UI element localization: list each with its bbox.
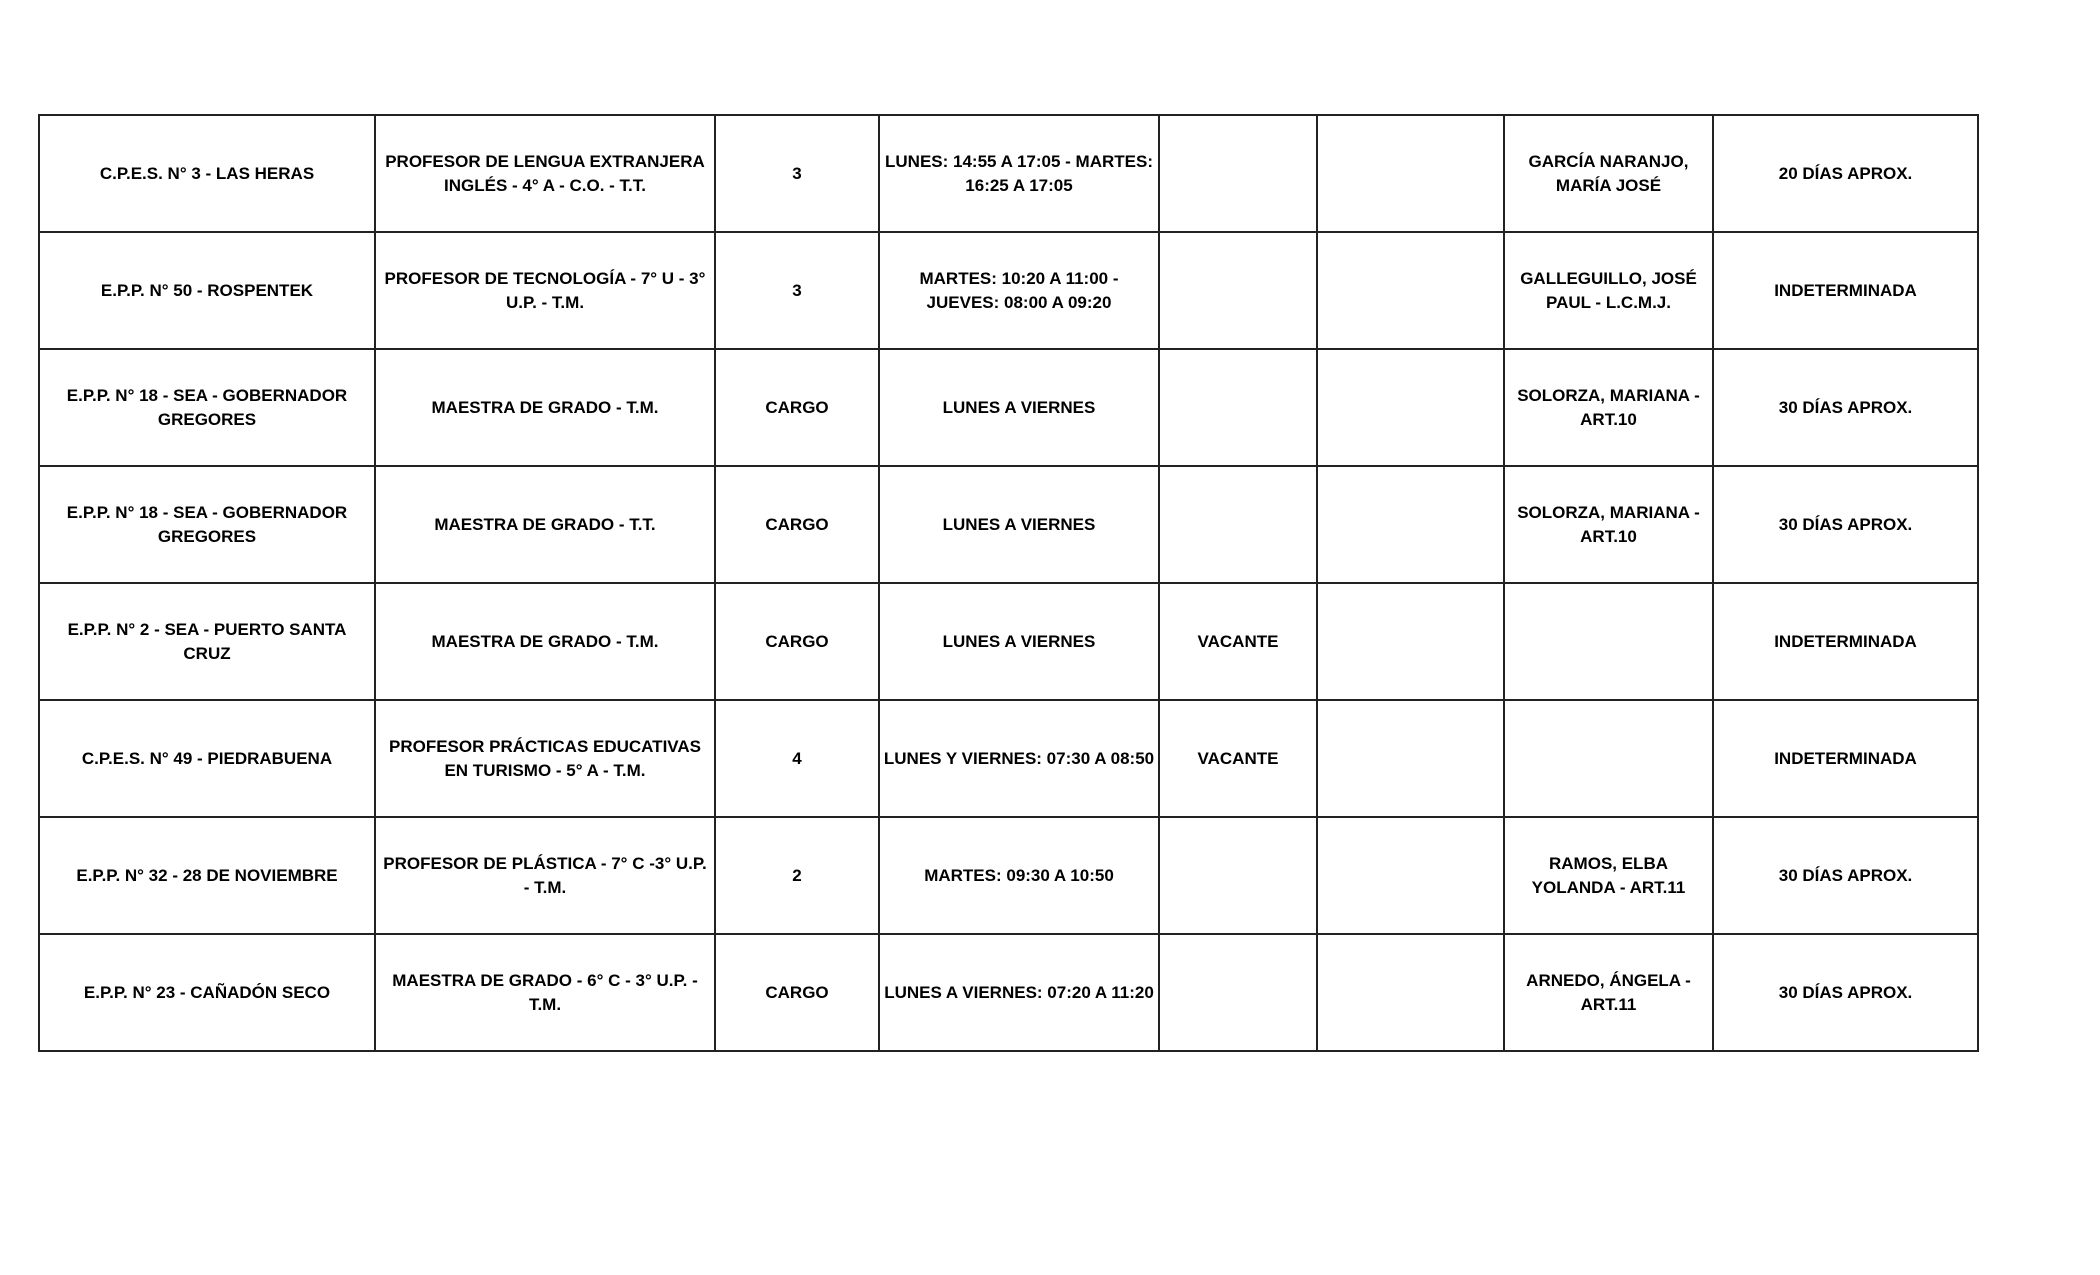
cell-school: C.P.E.S. N° 3 - LAS HERAS bbox=[39, 115, 375, 232]
table-body bbox=[39, 115, 1978, 1051]
cell-position: PROFESOR DE TECNOLOGÍA - 7° U - 3° U.P. - T.M. bbox=[375, 232, 715, 349]
cell-duration: 30 DÍAS APROX. bbox=[1713, 817, 1978, 934]
cell-extra bbox=[1317, 466, 1504, 583]
cell-position: PROFESOR DE LENGUA EXTRANJERA INGLÉS - 4° A - C.O. - T.T. bbox=[375, 115, 715, 232]
cell-status bbox=[1159, 349, 1317, 466]
cell-hours: 3 bbox=[715, 232, 879, 349]
cell-duration: INDETERMINADA bbox=[1713, 232, 1978, 349]
cell-status bbox=[1159, 466, 1317, 583]
cell-holder bbox=[1504, 700, 1713, 817]
cell-holder bbox=[1504, 583, 1713, 700]
table-row bbox=[39, 115, 1978, 232]
cell-position: PROFESOR PRÁCTICAS EDUCATIVAS EN TURISMO - 5° A - T.M. bbox=[375, 700, 715, 817]
cell-duration: 30 DÍAS APROX. bbox=[1713, 466, 1978, 583]
table-row bbox=[39, 232, 1978, 349]
cell-schedule: LUNES A VIERNES bbox=[879, 466, 1159, 583]
cell-status bbox=[1159, 934, 1317, 1051]
cell-hours: 4 bbox=[715, 700, 879, 817]
cell-extra bbox=[1317, 934, 1504, 1051]
cell-school: E.P.P. N° 18 - SEA - GOBERNADOR GREGORES bbox=[39, 466, 375, 583]
cell-school: E.P.P. N° 18 - SEA - GOBERNADOR GREGORES bbox=[39, 349, 375, 466]
cell-hours: 2 bbox=[715, 817, 879, 934]
cell-school: C.P.E.S. N° 49 - PIEDRABUENA bbox=[39, 700, 375, 817]
cell-position: MAESTRA DE GRADO - T.M. bbox=[375, 349, 715, 466]
cell-holder: SOLORZA, MARIANA - ART.10 bbox=[1504, 466, 1713, 583]
cell-position: MAESTRA DE GRADO - T.M. bbox=[375, 583, 715, 700]
cell-extra bbox=[1317, 700, 1504, 817]
cell-hours: 3 bbox=[715, 115, 879, 232]
cell-holder: RAMOS, ELBA YOLANDA - ART.11 bbox=[1504, 817, 1713, 934]
cell-schedule: LUNES A VIERNES: 07:20 A 11:20 bbox=[879, 934, 1159, 1051]
cell-duration: INDETERMINADA bbox=[1713, 583, 1978, 700]
cell-school: E.P.P. N° 32 - 28 DE NOVIEMBRE bbox=[39, 817, 375, 934]
cell-extra bbox=[1317, 817, 1504, 934]
table-row bbox=[39, 349, 1978, 466]
cell-schedule: LUNES: 14:55 A 17:05 - MARTES: 16:25 A 17:05 bbox=[879, 115, 1159, 232]
cell-status: VACANTE bbox=[1159, 700, 1317, 817]
cell-school: E.P.P. N° 2 - SEA - PUERTO SANTA CRUZ bbox=[39, 583, 375, 700]
table-row bbox=[39, 934, 1978, 1051]
cell-duration: 20 DÍAS APROX. bbox=[1713, 115, 1978, 232]
cell-schedule: LUNES Y VIERNES: 07:30 A 08:50 bbox=[879, 700, 1159, 817]
cell-schedule: LUNES A VIERNES bbox=[879, 349, 1159, 466]
table-row bbox=[39, 466, 1978, 583]
cell-position: PROFESOR DE PLÁSTICA - 7° C -3° U.P. - T.M. bbox=[375, 817, 715, 934]
cell-status bbox=[1159, 115, 1317, 232]
table-row bbox=[39, 817, 1978, 934]
cell-status bbox=[1159, 232, 1317, 349]
cell-duration: INDETERMINADA bbox=[1713, 700, 1978, 817]
vacancy-table bbox=[38, 114, 1979, 1052]
cell-hours: CARGO bbox=[715, 934, 879, 1051]
cell-school: E.P.P. N° 50 - ROSPENTEK bbox=[39, 232, 375, 349]
cell-extra bbox=[1317, 583, 1504, 700]
cell-holder: SOLORZA, MARIANA - ART.10 bbox=[1504, 349, 1713, 466]
cell-holder: ARNEDO, ÁNGELA - ART.11 bbox=[1504, 934, 1713, 1051]
cell-schedule: MARTES: 09:30 A 10:50 bbox=[879, 817, 1159, 934]
cell-holder: GALLEGUILLO, JOSÉ PAUL - L.C.M.J. bbox=[1504, 232, 1713, 349]
cell-status: VACANTE bbox=[1159, 583, 1317, 700]
cell-position: MAESTRA DE GRADO - 6° C - 3° U.P. - T.M. bbox=[375, 934, 715, 1051]
cell-duration: 30 DÍAS APROX. bbox=[1713, 934, 1978, 1051]
table-row bbox=[39, 700, 1978, 817]
cell-extra bbox=[1317, 115, 1504, 232]
cell-schedule: MARTES: 10:20 A 11:00 - JUEVES: 08:00 A 09:20 bbox=[879, 232, 1159, 349]
cell-school: E.P.P. N° 23 - CAÑADÓN SECO bbox=[39, 934, 375, 1051]
cell-duration: 30 DÍAS APROX. bbox=[1713, 349, 1978, 466]
cell-hours: CARGO bbox=[715, 466, 879, 583]
cell-holder: GARCÍA NARANJO, MARÍA JOSÉ bbox=[1504, 115, 1713, 232]
cell-extra bbox=[1317, 232, 1504, 349]
cell-position: MAESTRA DE GRADO - T.T. bbox=[375, 466, 715, 583]
cell-hours: CARGO bbox=[715, 583, 879, 700]
cell-hours: CARGO bbox=[715, 349, 879, 466]
table-row bbox=[39, 583, 1978, 700]
cell-status bbox=[1159, 817, 1317, 934]
cell-extra bbox=[1317, 349, 1504, 466]
cell-schedule: LUNES A VIERNES bbox=[879, 583, 1159, 700]
